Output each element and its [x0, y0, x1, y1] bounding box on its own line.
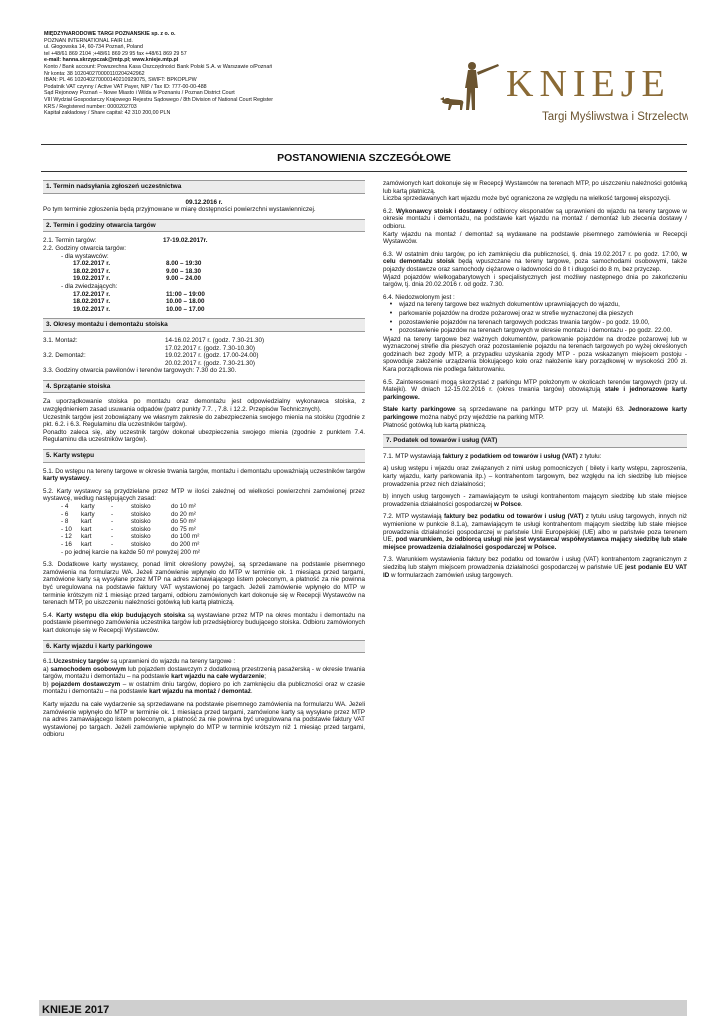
paragraph: Karty wjazdu na całe wydarzenie są sprzedawane na podstawie pisemnego zamówienia na formularzu WA. Jeżeli zamówienie wpłynęło do MTP w terminie ok. 1 miesiąca przed targami, zamówione karty są wysyłane przez MTP na adres zamawiającego listem poleconym, a płatność za nie powinna być uregulowana na podstawie faktury VAT wystawionej po targach. Jeżeli zamówienie wpłynęło do MTP w terminie krótszym niż 1 miesiąc przed targami, odbioru	[43, 701, 365, 739]
dismantling-period: 20.02.2017 r. (godz. 7.30-21.30)	[165, 359, 255, 367]
hours-date: 18.02.2017 r.	[73, 298, 111, 306]
header-line: POZNAŃ INTERNATIONAL FAIR Ltd.	[44, 37, 133, 44]
cards-row: - 8 kart - stoisko do 50 m²	[61, 518, 196, 526]
cards-row: - 16 kart - stoisko do 200 m²	[61, 540, 200, 548]
hours-row	[43, 275, 365, 283]
header-line: Podatnik VAT czynny / Active VAT Payer, NIP / Tax ID: 777-00-00-488	[44, 83, 207, 90]
assembly-label: 3.1. Montaż:	[43, 336, 78, 344]
cards-row: - 6 karty - stoisko do 20 m²	[61, 510, 196, 518]
paragraph: 6.4. Niedozwolonym jest :	[383, 293, 455, 301]
hours-row	[43, 268, 365, 276]
company-header	[44, 31, 344, 117]
assembly-row	[43, 345, 365, 353]
paragraph: Liczba sprzedawanych kart wjazdu może być ograniczona ze względu na wielkość targowej ekspozycji.	[383, 195, 671, 203]
cards-row: - 10 kart - stoisko do 75 m²	[61, 525, 196, 533]
hours-time: 11:00 – 19:00	[166, 290, 205, 298]
header-line: IBAN: PL 46 102040270000140210929075, SWIFT: BPKOPLPW	[44, 77, 197, 84]
section-header: 2. Termin i godziny otwarcia targów	[43, 219, 365, 233]
paragraph: 7.3. Warunkiem wystawienia faktury bez podatku od towarów i usług (VAT) kontrahentom zagranicznym z siedzibą lub stałym miejscem prowadzenia działalności gospodarczej w państwie UE jest podanie EU VAT ID w formularzach zamówień usług targowych.	[383, 556, 687, 579]
section-header: 7. Podatek od towarów i usług (VAT)	[383, 434, 687, 448]
paragraph: Po tym terminie zgłoszenia będą przyjmowane w miarę dostępności powierzchni wystawienniczej.	[43, 206, 316, 214]
header-line: MIĘDZYNARODOWE TARGI POZNAŃSKIE sp. z o. o.	[44, 31, 176, 37]
header-line: tel +48/61 869 2104 ;+48/61 869 29 95 fax +48/61 869 29 57	[44, 50, 187, 57]
dismantling-label: 3.2. Demontaż:	[43, 352, 86, 360]
cards-row: - 4 karty - stoisko do 10 m²	[61, 503, 196, 510]
hours-time: 9.00 – 24.00	[166, 275, 202, 283]
paragraph: b) pojazdem dostawczym – w ostatnim dniu targów, dopiero po ich zamknięciu dla publiczności oraz w czasie montażu i demontażu – na podstawie kart wjazdu na montaż / demontaż.	[43, 680, 366, 696]
footer-bar	[39, 1000, 687, 1016]
hours-time: 10.00 – 17.00	[166, 305, 205, 313]
cards-row: - 12 kart - stoisko do 100 m²	[61, 533, 200, 541]
assembly-period: 17.02.2017 r. (godz. 7.30-10.30)	[165, 344, 255, 352]
section-header: 5. Karty wstępu	[43, 449, 365, 463]
dismantling-period: 19.02.2017 r. (godz. 17.00-24.00)	[165, 352, 259, 360]
paragraph: Ponadto zaleca się, aby uczestnik targów dokonał ubezpieczenia swojego mienia (zgodnie z punktem 7.4. Regulaminu dla uczestników targów).	[43, 428, 365, 444]
paragraph: Za uporządkowanie stoiska po montażu oraz demontażu jest odpowiedzialny wykonawca stoiska, z uwzględnieniem zasad usuwania odpadów (patrz punkty 7.7. , 7.8. i 12.2. Przepisów Technicznych).	[43, 398, 365, 414]
section-header: 3. Okresy montażu i demontażu stoiska	[43, 318, 365, 332]
hours-date: 17.02.2017 r.	[73, 290, 111, 298]
visitors-label: - dla zwiedzających:	[61, 282, 118, 290]
fair-dates-value: 17-19.02.2017r.	[163, 237, 208, 245]
paragraph: Wjazd pojazdów wielkogabarytowych i specjalistycznych jest możliwy następnego dnia po zakończeniu targów, tj. dnia 20.02.2016 r. od godz. 7.30.	[383, 273, 687, 289]
hunter-with-dog-icon	[438, 58, 688, 130]
assembly-row	[43, 337, 365, 345]
paragraph: 6.2. Wykonawcy stoisk i dostawcy / odbiorcy eksponatów są uprawnieni do wjazdu na tereny targowe w okresie montażu i demontażu, na podstawie kart wjazdu na montaż / demontaż lub zlecenia dostawy / odbioru.	[383, 207, 687, 230]
header-line: ul. Głogowska 14, 60-734 Poznań, Poland	[44, 44, 143, 51]
paragraph: 6.5. Zainteresowani mogą skorzystać z parkingu MTP położonym w okolicach terenów targowych (przy ul. Matejki). W dniach 12-15.02.2016 r. (okres trwania targów) obowiązują stałe i jednorazowe karty parkingowe.	[383, 378, 687, 401]
fair-dates-label: 2.1. Termin targów:	[43, 237, 97, 245]
right-column	[383, 180, 687, 584]
paragraph: 5.1. Do wstępu na tereny targowe w okresie trwania targów, montażu i demontażu upoważniają uczestników targów karty wystawcy.	[43, 467, 366, 483]
knieje-logo	[438, 58, 688, 128]
cards-table	[43, 503, 365, 556]
paragraph: Stałe karty parkingowe są sprzedawane na parkingu MTP przy ul. Matejki 63. Jednorazowe karty parkingowe można nabyć przy wjeździe na parking MTP.	[383, 406, 688, 422]
hours-date: 18.02.2017 r.	[73, 267, 111, 275]
paragraph: 3.3. Godziny otwarcia pawilonów i terenów targowych: 7.30 do 21.30.	[43, 367, 237, 375]
dismantling-row	[43, 352, 365, 360]
paragraph: 6.1.Uczestnicy targów są uprawnieni do wjazdu na tereny targowe :	[43, 658, 236, 666]
paragraph: 5.2. Karty wystawcy są przydzielane przez MTP w ilości zależnej od wielkości powierzchni zamówionej przez wystawcę, według następujących zasad:	[43, 487, 365, 503]
hours-row	[43, 306, 365, 314]
paragraph: 6.3. W ostatnim dniu targów, po ich zamknięciu dla publiczności, tj. dnia 19.02.2017 r. po godz. 17:00, w celu demontażu stoisk będą wpuszczane na tereny targowe, poza samochodami osobowymi, także pojazdy dostawcze oraz samochody ciężarowe o ładowności do 8 t i długości do 8 m, bez przyczep.	[383, 250, 687, 273]
hours-row	[43, 260, 365, 268]
list-item: • wjazd na tereny targowe bez ważnych dokumentów uprawniających do wjazdu,	[389, 301, 620, 309]
hours-row	[43, 298, 365, 306]
paragraph: 5.4. Karty wstępu dla ekip budujących stoiska są wystawiane przez MTP na okres montażu i demontażu na podstawie pisemnego zamówienia uczestnika targów lub przedsiębiorcy budującego stoiska. Odbioru zamówionych kart dokonuje się w Recepcji Wystawców.	[43, 611, 366, 634]
dismantling-row	[43, 360, 365, 368]
paragraph: zamówionych kart dokonuje się w Recepcji Wystawców na terenach MTP, po uiszczeniu należności gotówką lub kartą płatniczą.	[383, 180, 687, 195]
header-line: Sąd Rejonowy Poznań – Nowe Miasto i Wilda w Poznaniu / Poznan District Court	[44, 90, 235, 97]
logo-tagline: Targi Myśliwstwa i Strzelectwa	[542, 111, 688, 123]
paragraph: 7.1. MTP wystawiają faktury z podatkiem od towarów i usług (VAT) z tytułu:	[383, 452, 602, 460]
header-line: Konto / Bank account: Powszechna Kasa Oszczędności Bank Polski S.A. w Warszawie o/Poznań	[44, 63, 273, 70]
list-item: • pozostawienie pojazdów na terenach targowych podczas trwania targów - po godz. 19.00,	[389, 318, 650, 326]
paragraph: 7.2. MTP wystawiają faktury bez podatku od towarów i usług (VAT) z tytułu usług targowych, innych niż wymienione w punkcie 8.1.a), zamawiającym te usługi kontrahentom mającym siedzibę lub stałe miejsce prowadzenia działalności gospodarczej w państwie Unii Europejskiej (UE) albo w państwie poza terenem UE, pod warunkiem, że odbiorcą usługi nie jest wystawca/ współwystawca mający siedzibę lub stałe miejsce prowadzenia działalności gospodarczej w Polsce.	[383, 513, 688, 551]
paragraph: a) samochodem osobowym lub pojazdem dostawczym z dodatkową przestrzenią pasażerską - w okresie trwania targów, montażu i demontażu – na podstawie kart wjazdu na całe wydarzenie;	[43, 665, 365, 681]
hours-row	[43, 291, 365, 299]
header-line: KRS / Registered number: 0000202703	[44, 103, 137, 110]
paragraph: 5.3. Dodatkowe karty wystawcy, ponad limit określony powyżej, są sprzedawane na podstawie pisemnego zamówienia na formularzu WA. Jeżeli zamówienie wpłynęło do MTP w terminie ok. 1 miesiąca przed targami, zamówione karty są wysyłane przez MTP na adres zamawiającego listem poleconym, a płatność za nie powinna być uregulowana na podstawie faktury VAT wystawionej po targach. Jeżeli zamówienie wpłynęło do MTP w terminie krótszym niż 1 miesiąc przed targami, odbioru zamówionych kart dokonuje się w Recepcji Wystawców na terenach MTP, po uiszczeniu należności gotówką lub kartą płatniczą.	[43, 561, 365, 607]
paragraph: Uczestnik targów jest zobowiązany we własnym zakresie do zabezpieczenia swojego mienia na stoisku (zgodnie z pkt. 6.2. i 6.3. Regulaminu dla uczestników targów).	[43, 413, 365, 429]
left-column	[43, 180, 365, 739]
header-line: Nr konta: 38 102040270000110204242962	[44, 70, 145, 77]
footer-title: KNIEJE 2017	[42, 1004, 110, 1016]
paragraph: Karty wjazdu na montaż / demontaż są wydawane na podstawie pisemnego zamówienia w Recepcji Wystawców.	[383, 230, 687, 246]
section-header: 4. Sprzątanie stoiska	[43, 380, 365, 394]
opening-hours-label: 2.2. Godziny otwarcia targów:	[43, 244, 126, 252]
section-header: 1. Termin nadsyłania zgłoszeń uczestnictwa	[43, 180, 365, 194]
exhibitors-label: - dla wystawców:	[61, 252, 109, 260]
hours-time: 8.00 – 19:30	[166, 260, 202, 268]
paragraph: b) innych usług targowych - zamawiającym te usługi kontrahentom mającym siedzibę lub stałe miejsce prowadzenia działalności gospodarczej w Polsce.	[383, 493, 687, 508]
logo-wordmark: KNIEJE	[506, 63, 671, 105]
header-line: VIII Wydział Gospodarczy Krajowego Rejestru Sądowego / 8th Division of National Court Register	[44, 96, 274, 103]
document-title-bar	[41, 144, 687, 172]
page-title: POSTANOWIENIA SZCZEGÓŁOWE	[277, 152, 451, 164]
list-item: • pozostawienie pojazdów na terenach targowych w okresie montażu i demontażu - po godz. 22.00.	[389, 327, 673, 335]
list-item: • parkowanie pojazdów na drodze pożarowej oraz w strefie wyznaczonej dla pieszych	[389, 309, 634, 317]
header-line: Kapitał zakładowy / Share capital: 42 310 200,00 PLN	[44, 110, 171, 117]
header-line: e-mail: hanna.skrzypczak@mtp.pl; www.knieje.mtp.pl	[44, 57, 179, 64]
hours-time: 10.00 – 18.00	[166, 298, 205, 306]
deadline-date: 09.12.2016 r.	[185, 198, 223, 206]
paragraph: Płatność gotówką lub kartą płatniczą.	[383, 421, 487, 429]
hours-date: 17.02.2017 r.	[73, 260, 111, 268]
paragraph: Wjazd na tereny targowe bez ważnych dokumentów, parkowanie pojazdów na drodze pożarowej lub w wyznaczonej strefie dla pieszych oraz pozostawienie pojazdu na terenach targowych po wyżej określonych godzinach bez zgody MTP, a przypadku uzyskania zgody MTP - poza wskazanym miejscem postoju - spowoduje założenie urządzenia blokującego koło oraz nałożenie kary porządkowej w wysokości 200 zł. Kara porządkowa nie podlega fakturowaniu.	[383, 335, 687, 374]
hours-date: 19.02.2017 r.	[73, 305, 111, 313]
hours-date: 19.02.2017 r.	[73, 275, 111, 283]
assembly-period: 14-16.02.2017 r. (godz. 7.30-21.30)	[165, 336, 265, 344]
fair-dates-row	[43, 237, 365, 245]
hours-time: 9.00 – 18.30	[166, 267, 202, 275]
cards-extra: - po jednej karcie na każde 50 m² powyżej 200 m²	[61, 548, 200, 556]
section-header: 6. Karty wjazdu i karty parkingowe	[43, 640, 365, 654]
paragraph: a) usług wstępu i wjazdu oraz związanych z nimi usług pomocniczych ( bilety i karty wstępu, zaproszenia, karty wjazdu, karty parkowania itp.) – kontrahentom targowym, bez względu na ich siedzibę lub miejsce prowadzenia przez nich działalności;	[383, 465, 687, 488]
